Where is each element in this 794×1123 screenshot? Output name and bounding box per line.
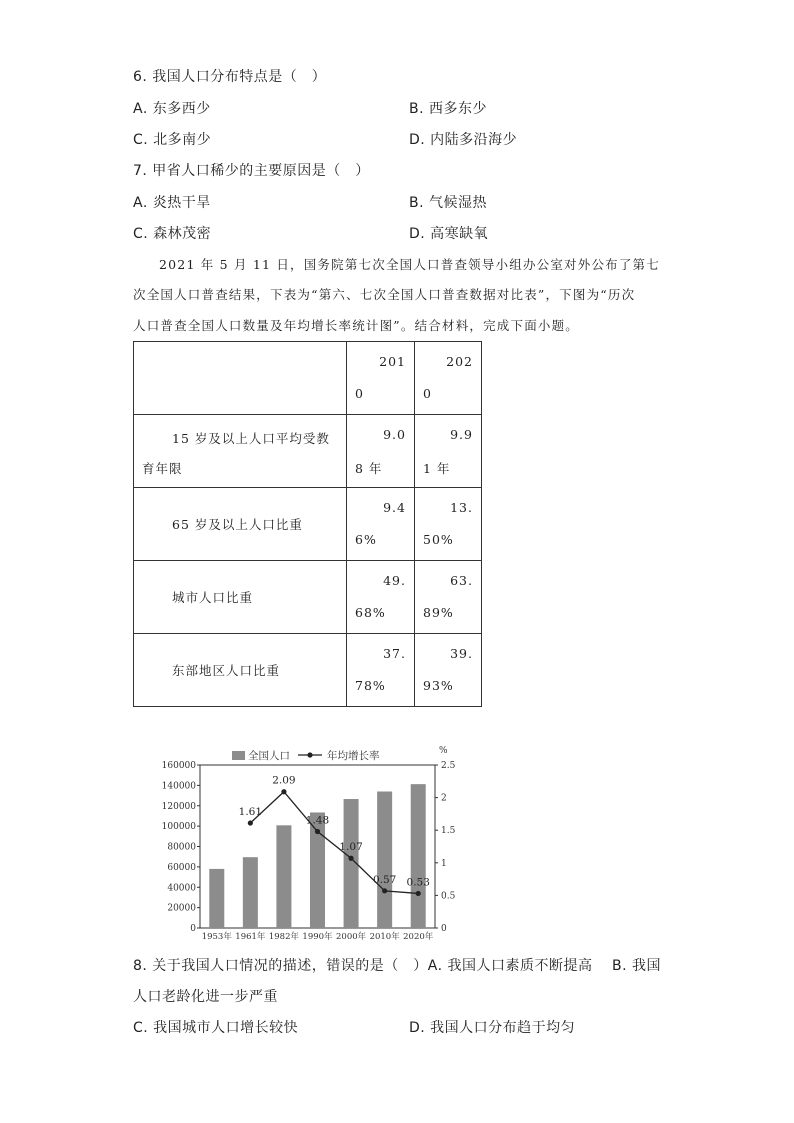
- cell-2010: [347, 634, 415, 707]
- row-label: [134, 488, 347, 561]
- row-label-line-b: 育年限: [142, 461, 183, 476]
- header-2020-a: 202: [446, 354, 473, 369]
- y-right-tick-label: 1.5: [441, 826, 456, 837]
- row-label-line-a: 15 岁及以上人口平均受教: [172, 431, 330, 446]
- bar: [377, 791, 392, 928]
- row-label-text: 65 岁及以上人口比重: [172, 517, 303, 532]
- cell-value-b: 6%: [355, 532, 377, 547]
- table-header-2010: [347, 342, 415, 415]
- census-comparison-table: [133, 341, 482, 707]
- q7-option-c: C. 森林茂密: [133, 226, 212, 242]
- bar: [276, 825, 291, 928]
- growth-rate-point: [382, 888, 387, 893]
- q6-option-d: D. 内陆多沿海少: [409, 132, 518, 148]
- y-left-tick-label: 80000: [167, 842, 196, 853]
- x-tick-label: 2020年: [403, 932, 434, 942]
- row-label-text: 东部地区人口比重: [172, 663, 281, 678]
- x-tick-label: 1961年: [235, 932, 266, 942]
- q7-option-d: D. 高寒缺氧: [409, 226, 489, 242]
- table-row: [134, 488, 482, 561]
- growth-rate-data-label: 1.48: [305, 814, 330, 827]
- q7-option-a: A. 炎热干旱: [133, 195, 211, 211]
- cell-value-a: 39.: [450, 646, 473, 661]
- row-label: [134, 634, 347, 707]
- y-left-tick-label: 40000: [167, 883, 196, 894]
- bar: [209, 869, 224, 928]
- growth-rate-data-label: 1.07: [339, 841, 363, 854]
- x-tick-label: 1982年: [268, 932, 299, 942]
- cell-value-a: 9.9: [450, 427, 473, 442]
- growth-rate-data-label: 2.09: [272, 774, 296, 787]
- q8-option-c: C. 我国城市人口增长较快: [133, 1020, 299, 1036]
- cell-value-b: 8 年: [355, 461, 383, 476]
- q8-line-1: 8. 关于我国人口情况的描述，错误的是（ ）A. 我国人口素质不断提高 B. 我国: [133, 958, 661, 974]
- y-left-tick-label: 140000: [161, 781, 196, 792]
- table-row: [134, 561, 482, 634]
- growth-rate-point: [348, 856, 353, 861]
- table-header-row: [134, 342, 482, 415]
- cell-2020: [415, 561, 482, 634]
- header-2020-b: 0: [423, 386, 432, 401]
- q6-stem: 6. 我国人口分布特点是（ ）: [133, 69, 327, 85]
- y-right-tick-label: 2: [441, 793, 447, 804]
- cell-2020: [415, 634, 482, 707]
- bar: [243, 857, 258, 928]
- q6-option-b: B. 西多东少: [409, 101, 488, 117]
- growth-rate-point: [416, 891, 421, 896]
- legend-line-marker: [307, 752, 312, 757]
- y-right-tick-label: 0.5: [441, 891, 456, 902]
- legend-line-label: 年均增长率: [327, 750, 380, 762]
- cell-value-a: 63.: [450, 573, 473, 588]
- table-header-2020: [415, 342, 482, 415]
- intro-line-3: 人口普查全国人口数量及年均增长率统计图”。结合材料，完成下面小题。: [133, 318, 579, 333]
- cell-2020: [415, 415, 482, 488]
- q8-option-d: D. 我国人口分布趋于均匀: [409, 1020, 576, 1036]
- y-right-unit: %: [439, 746, 448, 756]
- growth-rate-point: [281, 789, 286, 794]
- x-tick-label: 1953年: [201, 932, 232, 942]
- cell-2010: [347, 561, 415, 634]
- cell-value-b: 93%: [423, 678, 454, 693]
- cell-value-b: 1 年: [423, 461, 451, 476]
- y-right-tick-label: 1: [441, 858, 447, 869]
- legend-bar-swatch: [232, 751, 245, 760]
- y-left-tick-label: 20000: [167, 903, 196, 914]
- q6-option-a: A. 东多西少: [133, 101, 211, 117]
- table-header-empty: [134, 342, 347, 415]
- table-row: [134, 634, 482, 707]
- population-chart: [150, 740, 470, 945]
- intro-line-1: 2021 年 5 月 11 日，国务院第七次全国人口普查领导小组办公室对外公布了第七: [159, 257, 660, 272]
- cell-value-a: 9.4: [383, 500, 406, 515]
- y-left-tick-label: 60000: [167, 862, 196, 873]
- cell-value-a: 9.0: [383, 427, 406, 442]
- header-2010-b: 0: [355, 386, 364, 401]
- cell-2020: [415, 488, 482, 561]
- growth-rate-data-label: 0.53: [406, 876, 430, 889]
- header-2010-a: 201: [379, 354, 406, 369]
- x-tick-label: 2000年: [336, 932, 367, 942]
- growth-rate-point: [248, 820, 253, 825]
- q8-line-2: 人口老龄化进一步严重: [133, 989, 278, 1005]
- cell-value-b: 50%: [423, 532, 454, 547]
- row-label-text: 城市人口比重: [172, 590, 254, 605]
- cell-value-b: 89%: [423, 605, 454, 620]
- growth-rate-point: [315, 829, 320, 834]
- cell-value-b: 78%: [355, 678, 386, 693]
- q7-stem: 7. 甲省人口稀少的主要原因是（ ）: [133, 163, 370, 179]
- table-row: [134, 415, 482, 488]
- growth-rate-data-label: 0.57: [372, 873, 397, 886]
- q6-option-c: C. 北多南少: [133, 132, 212, 148]
- y-left-tick-label: 0: [190, 924, 196, 934]
- y-left-tick-label: 120000: [161, 801, 196, 812]
- cell-value-a: 49.: [383, 573, 406, 588]
- legend-bar-label: 全国人口: [248, 750, 290, 762]
- cell-2010: [347, 488, 415, 561]
- x-tick-label: 2010年: [369, 932, 400, 942]
- x-tick-label: 1990年: [302, 932, 333, 942]
- cell-value-a: 13.: [450, 500, 473, 515]
- row-label: [134, 561, 347, 634]
- y-left-tick-label: 160000: [161, 761, 196, 771]
- cell-value-b: 68%: [355, 605, 386, 620]
- row-label: [134, 415, 347, 488]
- y-right-tick-label: 2.5: [441, 761, 456, 771]
- y-left-tick-label: 100000: [161, 822, 196, 833]
- intro-line-2: 次全国人口普查结果，下表为“第六、七次全国人口普查数据对比表”，下图为“历次: [133, 287, 636, 302]
- growth-rate-data-label: 1.61: [238, 806, 263, 819]
- cell-2010: [347, 415, 415, 488]
- cell-value-a: 37.: [383, 646, 406, 661]
- q7-option-b: B. 气候湿热: [409, 195, 488, 211]
- bar: [411, 784, 426, 928]
- y-right-tick-label: 0: [441, 924, 447, 934]
